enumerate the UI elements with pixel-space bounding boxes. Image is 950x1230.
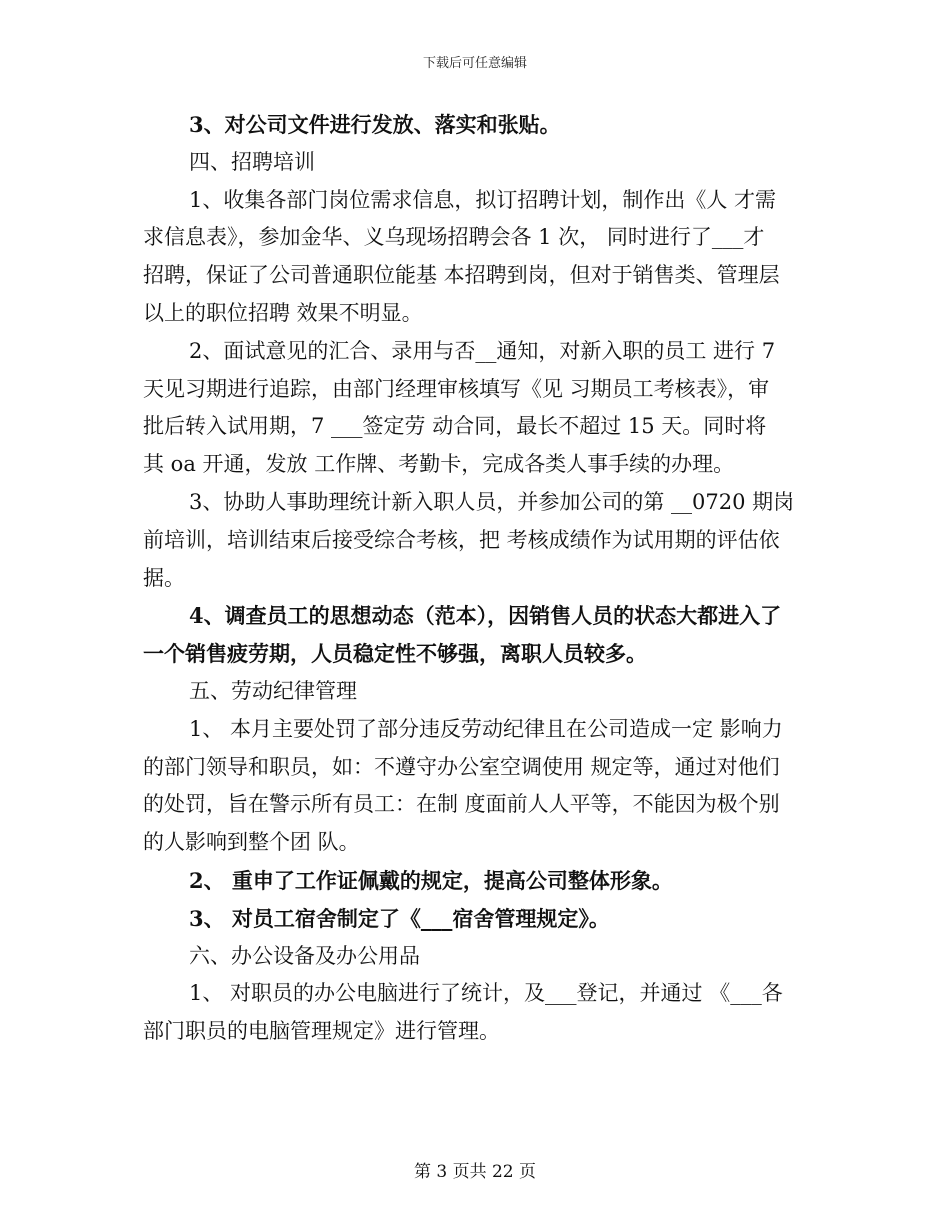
text-line: 据。: [143, 565, 185, 590]
page-header: 下载后可任意编辑: [422, 56, 527, 71]
page-footer: 第 3 页共 22 页: [413, 1162, 537, 1182]
paragraph: [143, 484, 805, 597]
text-line: 2、 重申了工作证佩戴的规定，提高公司整体形象。: [189, 867, 673, 893]
text-line: 其 oa 开通，发放 工作牌、考勤卡，完成各类人事手续的办理。: [143, 452, 735, 477]
paragraph: [143, 673, 805, 711]
text-line: 1、 本月主要处罚了部分违反劳动纪律且在公司造成一定 影响力: [189, 716, 783, 741]
text-line: 五、劳动纪律管理: [189, 678, 357, 703]
text-line: 的人影响到整个团 队。: [143, 830, 360, 855]
text-line: 以上的职位招聘 效果不明显。: [143, 300, 423, 325]
text-line: 招聘，保证了公司普通职位能基 本招聘到岗，但对于销售类、管理层: [143, 263, 780, 288]
paragraph: [143, 333, 805, 484]
text-line: 3、 对员工宿舍制定了《___宿舍管理规定》。: [189, 905, 610, 931]
text-line: 1、 对职员的办公电脑进行了统计，及___登记，并通过 《___各: [189, 981, 783, 1006]
text-line: 部门职员的电脑管理规定》进行管理。: [143, 1019, 500, 1044]
text-line: 的部门领导和职员，如：不遵守办公室空调使用 规定等，通过对他们: [143, 754, 780, 779]
text-line: 一个销售疲劳期，人员稳定性不够强，离职人员较多。: [143, 641, 647, 667]
text-line: 2、面试意见的汇合、录用与否__通知，对新入职的员工 进行 7: [189, 338, 776, 363]
paragraph: [143, 711, 805, 862]
paragraph: [143, 900, 805, 938]
text-line: 前培训，培训结束后接受综合考核，把 考核成绩作为试用期的评估依: [143, 527, 780, 552]
text-line: 天见习期进行追踪，由部门经理审核填写《见 习期员工考核表》，审: [143, 376, 770, 401]
text-line: 4、调查员工的思想动态（范本），因销售人员的状态大都进入了: [189, 603, 782, 629]
paragraph: [143, 938, 805, 976]
text-line: 批后转入试用期，7 ___签定劳 动合同，最长不超过 15 天。同时将: [143, 414, 767, 439]
text-line: 3、协助人事助理统计新入职人员，并参加公司的第 __0720 期岗: [189, 489, 795, 514]
paragraph: [143, 182, 805, 333]
text-line: 3、对公司文件进行发放、落实和张贴。: [189, 112, 561, 137]
text-line: 1、收集各部门岗位需求信息，拟订招聘计划，制作出《人 才需: [189, 187, 777, 212]
document-body: [143, 106, 805, 1051]
paragraph: [143, 144, 805, 182]
text-line: 四、招聘培训: [189, 149, 315, 174]
text-line: 求信息表》，参加金华、义乌现场招聘会各 1 次， 同时进行了___才: [143, 225, 765, 250]
paragraph: [143, 862, 805, 900]
text-line: 的处罚，旨在警示所有员工：在制 度面前人人平等，不能因为极个别: [143, 792, 780, 817]
text-line: 六、办公设备及办公用品: [189, 943, 420, 968]
paragraph: [143, 106, 805, 144]
paragraph: [143, 597, 805, 673]
paragraph: [143, 975, 805, 1051]
